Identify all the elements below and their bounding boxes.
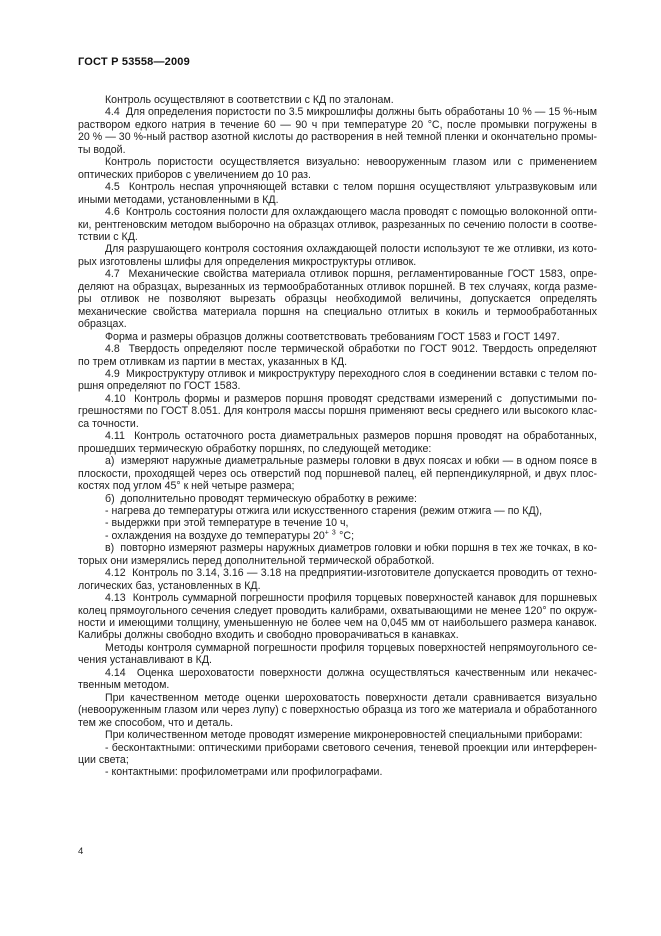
text-line: образцах. <box>78 318 127 331</box>
paragraph <box>78 181 597 206</box>
page-number: 4 <box>78 846 84 857</box>
text-line: чения устанавливают в КД. <box>78 654 212 667</box>
text-line: а) измеряют наружные диаметральные размеры головки в двух поясах и юбки — в одном поясе в <box>105 455 597 468</box>
text-line: рых изготовлены шлифы для определения микроструктуры отливок. <box>78 255 417 268</box>
text-line: 4.10 Контроль формы и размеров поршня проводят средствами измерений с допустимыми по- <box>105 392 597 405</box>
text-line: раствором едкого натрия в течение 60 — 90 ч при температуре 20 °С, после промывки погружены в <box>78 118 597 131</box>
text-line: 4.8 Твердость определяют после термической обработки по ГОСТ 9012. Твердость определяют <box>105 343 597 356</box>
document-body <box>78 94 597 779</box>
paragraph <box>78 455 597 492</box>
text-line: 4.14 Оценка шероховатости поверхности должна осуществляться качественным или некачес- <box>105 666 597 679</box>
text-line: по трем отливкам из партии в местах, указанных в КД. <box>78 355 348 368</box>
text-line: ки, рентгеновским методом выборочно на образцах отливок, разрезанных по сечению полости в соотве- <box>78 218 597 231</box>
text-line: ции света; <box>78 754 129 767</box>
text-line: костях под углом 45° к ней четыре размера; <box>78 480 295 493</box>
text-line: (невооруженным глазом или через лупу) с поверхностью образца из того же материала и обработанного <box>78 704 597 717</box>
text-line: твенным методом. <box>78 679 170 692</box>
paragraph <box>78 94 597 106</box>
paragraph <box>78 517 597 529</box>
text-line: ты водой. <box>78 143 126 156</box>
paragraph <box>78 542 597 567</box>
text-line: - выдержки при этой температуре в течение 10 ч, <box>105 517 349 530</box>
paragraph <box>78 729 597 741</box>
paragraph <box>78 567 597 592</box>
text-line: в) повторно измеряют размеры наружных диаметров головки и юбки поршня в тех же точках, в ко- <box>105 542 597 555</box>
paragraph <box>78 156 597 181</box>
paragraph <box>78 243 597 268</box>
text-line: 4.9 Микроструктуру отливок и микроструктуру переходного слоя в соединении вставки с телом по- <box>105 367 597 380</box>
paragraph <box>78 430 597 455</box>
text-line: механические свойства материала поршня на специально отлитых в кокиль и термообработанных <box>78 305 597 318</box>
paragraph <box>78 368 597 393</box>
text-line: Контроль пористости осуществляется визуально: невооруженным глазом или с применением <box>105 156 597 169</box>
text-line: 4.5 Контроль неспая упрочняющей вставки с телом поршня осуществляют ультразвуковым или <box>105 181 597 194</box>
paragraph <box>78 505 597 517</box>
paragraph <box>78 530 597 542</box>
text-line: - контактными: профилометрами или профилографами. <box>105 766 383 779</box>
text-line: б) дополнительно проводят термическую обработку в режиме: <box>105 492 417 505</box>
paragraph <box>78 592 597 642</box>
text-line: 4.13 Контроль суммарной погрешности профиля торцевых поверхностей канавок для поршневых <box>105 592 597 605</box>
text-line: ршня определяют по ГОСТ 1583. <box>78 380 241 393</box>
paragraph <box>78 493 597 505</box>
paragraph <box>78 667 597 692</box>
paragraph <box>78 268 597 330</box>
text-line: 4.6 Контроль состояния полости для охлаждающего масла проводят с помощью волоконной опти- <box>105 206 597 219</box>
text-line: оптических приборов с увеличением до 10 раз. <box>78 168 311 181</box>
text-line: 4.11 Контроль остаточного роста диаметральных размеров поршня проводят на обработанных, <box>105 430 597 443</box>
text-line: Калибры должны свободно входить и свободно проворачиваться в канавках. <box>78 629 459 642</box>
text-line: Для разрушающего контроля состояния охлаждающей полости используют те же отливки, из кото- <box>105 243 597 256</box>
text-line: плоскости, проходящей через ось отверстий под поршневой палец, ей перпендикулярной, и двух плос- <box>78 467 597 480</box>
paragraph <box>78 206 597 243</box>
text-line: При качественном методе оценки шероховатость поверхности детали сравнивается визуально <box>105 691 597 704</box>
text-line: грешностями по ГОСТ 8.051. Для контроля массы поршня применяют весы среднего или высокого клас- <box>78 405 597 418</box>
text-line: При количественном методе проводят измерение микронеровностей специальными приборами: <box>105 729 583 742</box>
text-line: иными методами, установленными в КД. <box>78 193 279 206</box>
paragraph <box>78 343 597 368</box>
text-line: 20 % — 30 %-ный раствор азотной кислоты до растворения в ней темной пленки и окончательно промы- <box>78 131 597 144</box>
text-line: 4.7 Механические свойства материала отливок поршня, регламентированные ГОСТ 1583, опре- <box>105 268 597 281</box>
text-line: деляют на образцах, вырезанных из термообработанных отливок поршней. В тех случаях, когда разме- <box>78 280 597 293</box>
paragraph <box>78 642 597 667</box>
text-line: - бесконтактными: оптическими приборами светового сечения, теневой проекции или интерферен- <box>105 741 597 754</box>
text-line: - нагрева до температуры отжига или искусственного старения (режим отжига — по КД), <box>105 504 543 517</box>
text-line: логических баз, установленных в КД. <box>78 579 261 592</box>
text-line: ры отливок не позволяют вырезать образцы необходимой величины, допускается определять <box>78 293 597 306</box>
text-line: торых они измерялись перед дополнительной термической обработкой. <box>78 554 435 567</box>
text-line: 4.12 Контроль по 3.14, 3.16 — 3.18 на предприятии-изготовителе допускается проводить от техно- <box>105 567 597 580</box>
paragraph <box>78 742 597 767</box>
paragraph <box>78 393 597 430</box>
text-line: Контроль осуществляют в соответствии с КД по эталонам. <box>105 94 394 106</box>
text-line: - охлаждения на воздухе до температуры $20^{+ 3}$ °С; <box>105 529 355 542</box>
text-line: колец прямоугольного сечения следует проводить калибрами, охватывающими не менее 120° по окруж- <box>78 604 597 617</box>
paragraph <box>78 692 597 729</box>
text-line: Методы контроля суммарной погрешности профиля торцевых поверхностей непрямоугольного се- <box>105 641 597 654</box>
text-line: тем же способом, что и деталь. <box>78 716 234 729</box>
text-line: са точности. <box>78 417 139 430</box>
text-line: ности и имеющими толщину, уменьшенную не более чем на 0,045 мм от наибольшего размера канавок. <box>78 617 597 630</box>
text-line: 4.4 Для определения пористости по 3.5 микрошлифы должны быть обработаны 10 % — 15 %-ным <box>105 106 597 119</box>
paragraph <box>78 766 597 778</box>
text-line: тствии с КД. <box>78 230 138 243</box>
paragraph <box>78 106 597 156</box>
standard-code-header: ГОСТ Р 53558—2009 <box>78 56 190 68</box>
text-line: прошедших термическую обработку поршнях, по следующей методике: <box>78 442 432 455</box>
paragraph <box>78 331 597 343</box>
text-line: Форма и размеры образцов должны соответствовать требованиям ГОСТ 1583 и ГОСТ 1497. <box>105 330 560 343</box>
